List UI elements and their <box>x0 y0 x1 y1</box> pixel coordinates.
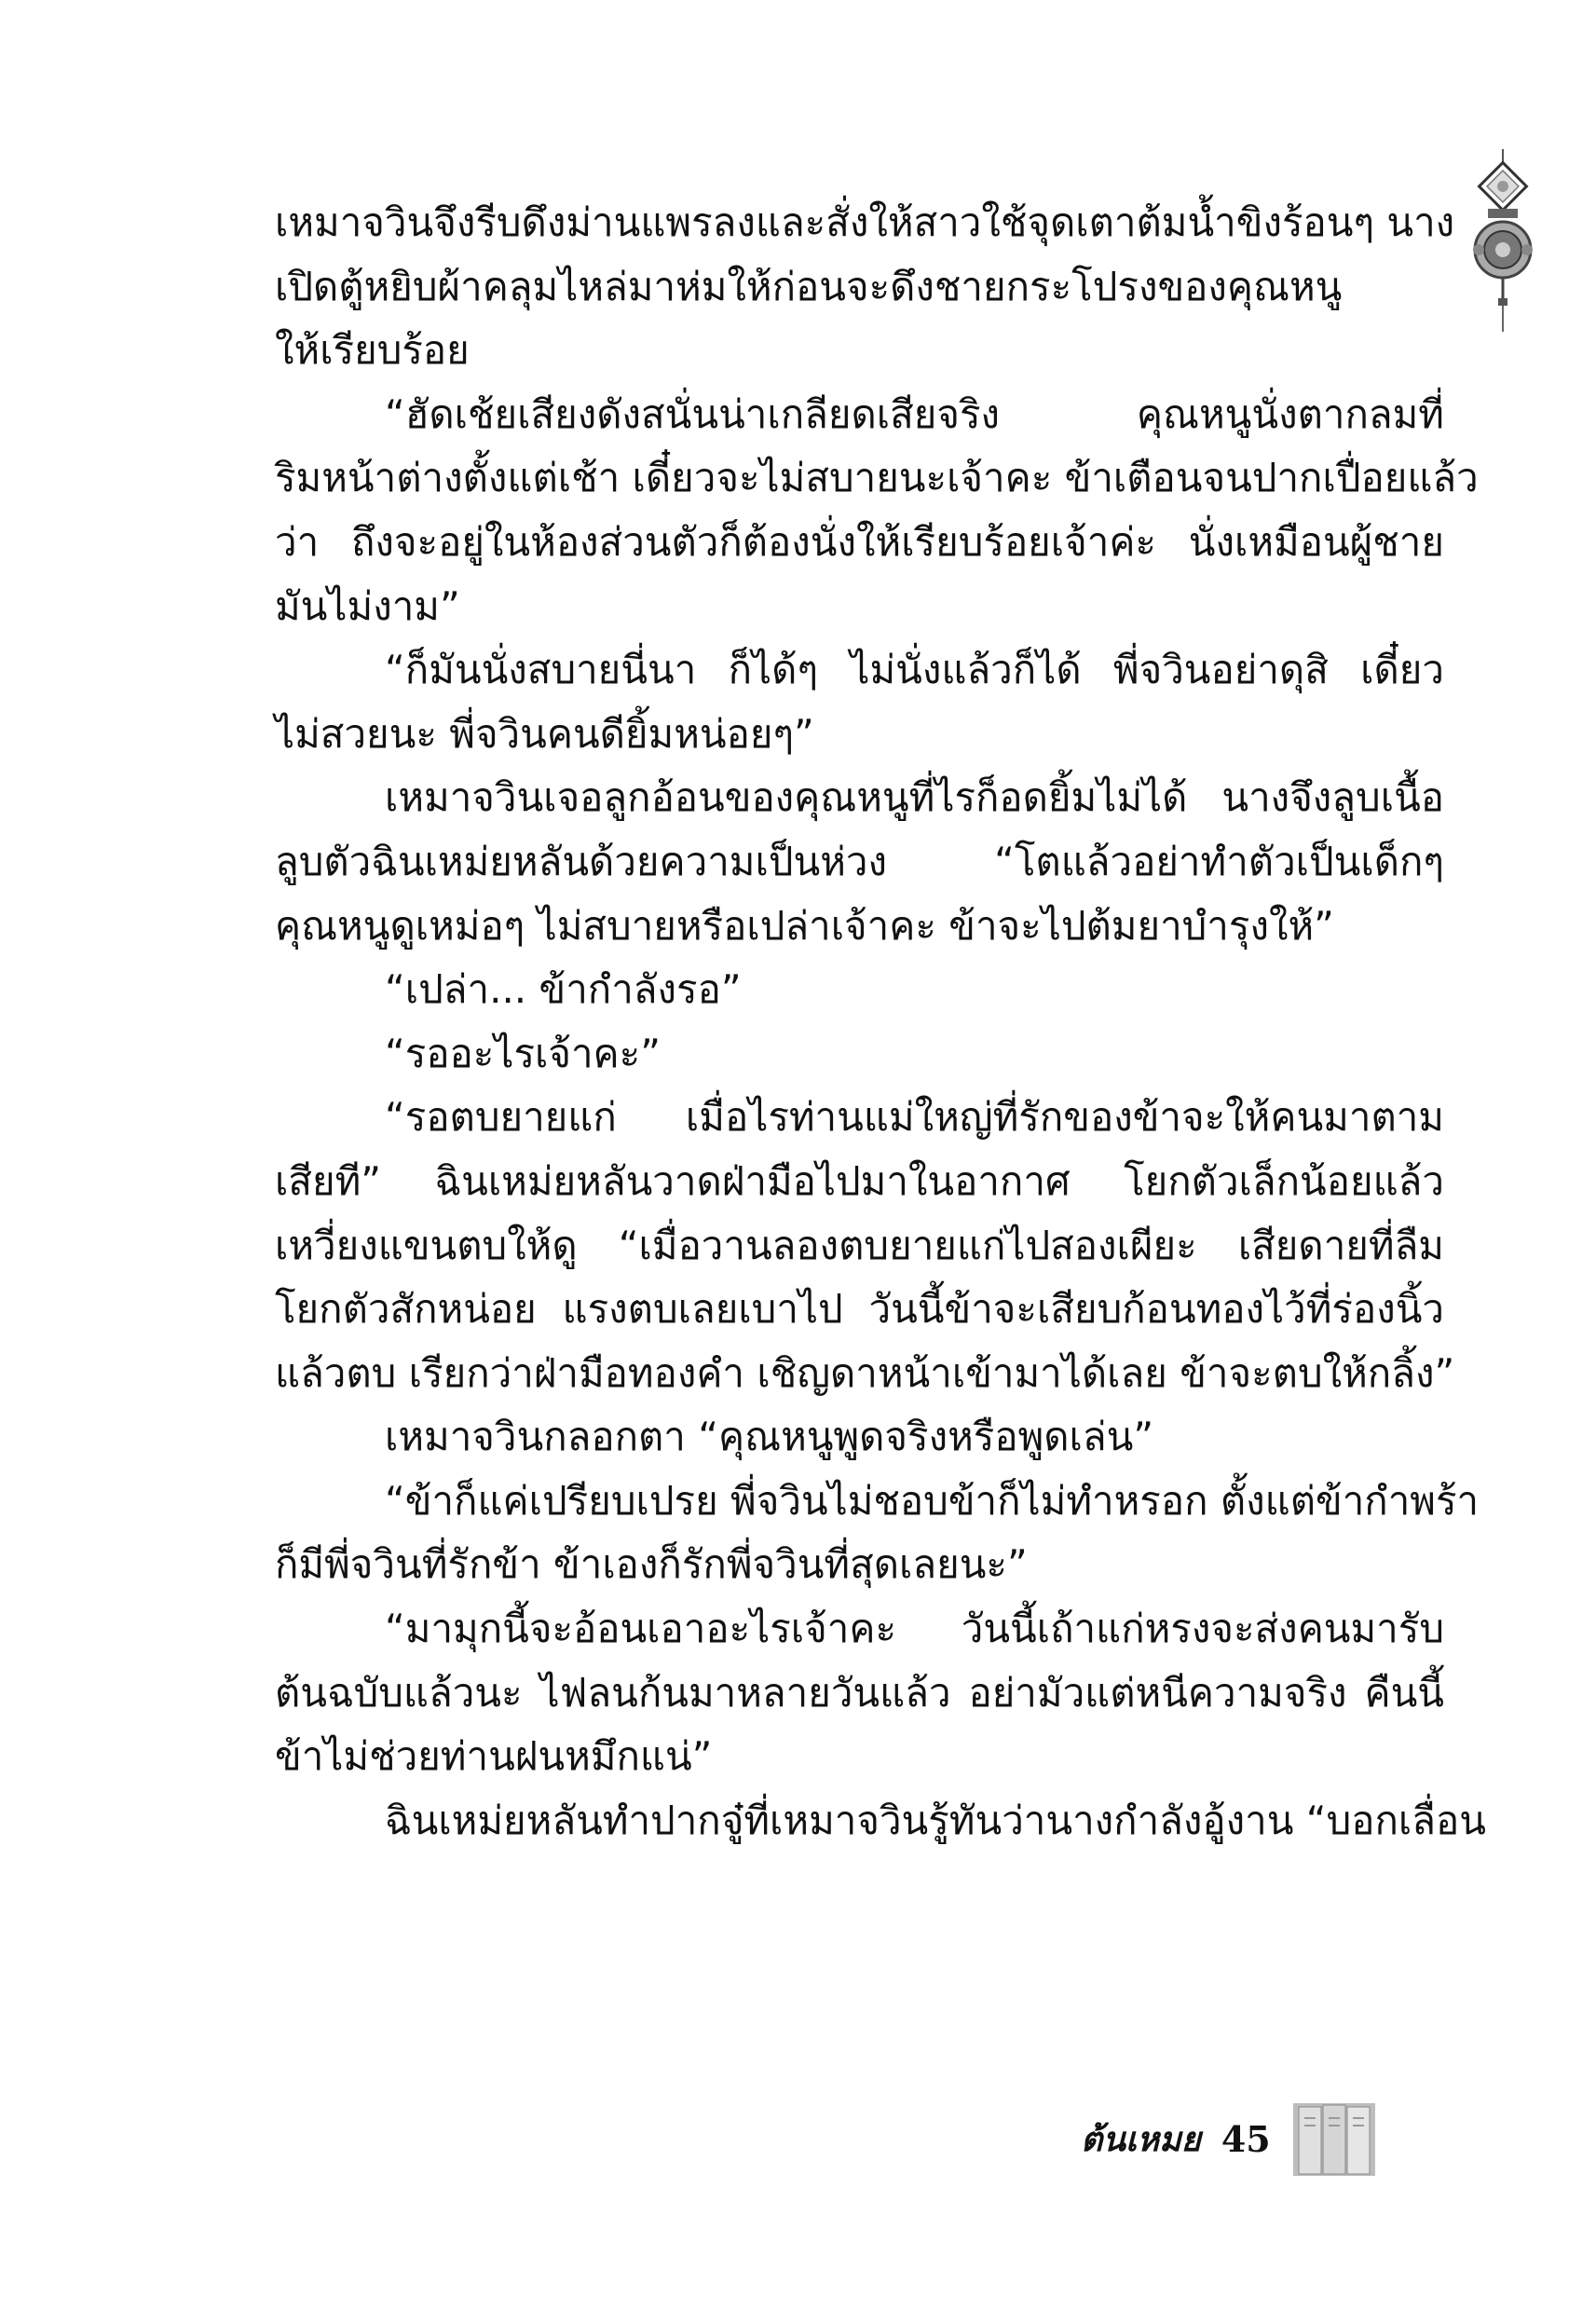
text-line: “รออะไรเจ้าคะ” <box>385 1030 661 1076</box>
page-number: 45 <box>1221 2117 1271 2160</box>
books-icon <box>1291 2098 1377 2180</box>
text-line: มันไม่งาม” <box>275 582 460 629</box>
text-line: เหมาจวินกลอกตา “คุณหนูพูดจริงหรือพูดเล่น” <box>385 1414 1154 1460</box>
text-line: “ข้าก็แค่เปรียบเปรย พี่จวินไม่ชอบข้าก็ไม่ทำหรอก ตั้งแต่ข้ากำพร้า <box>385 1477 1480 1524</box>
text-line: คุณหนูดูเหม่อๆ ไม่สบายหรือเปล่าเจ้าคะ ข้าจะไปต้มยาบำรุงให้” <box>275 902 1334 949</box>
text-line: “รอตบยายแก่ เมื่อไรท่านแม่ใหญ่ที่รักของข้าจะให้คนมาตาม <box>385 1094 1444 1141</box>
text-line: เสียที” ฉินเหม่ยหลันวาดฝ่ามือไปมาในอากาศ โยกตัวเล็กน้อยแล้ว <box>275 1157 1444 1204</box>
text-line: ให้เรียบร้อย <box>275 327 470 374</box>
text-line: เหวี่ยงแขนตบให้ดู “เมื่อวานลองตบยายแก่ไปสองเผียะ เสียดายที่ลืม <box>275 1222 1444 1268</box>
text-line: “ก็มันนั่งสบายนี่นา ก็ได้ๆ ไม่นั่งแล้วก็ได้ พี่จวินอย่าดุสิ เดี๋ยว <box>385 647 1444 693</box>
text-line: เหมาจวินจึงรีบดึงม่านแพรลงและสั่งให้สาวใช้จุดเตาต้มน้ำขิงร้อนๆ นาง <box>275 199 1455 245</box>
text-line: ลูบตัวฉินเหม่ยหลันด้วยความเป็นห่วง “โตแล้วอย่าทำตัวเป็นเด็กๆ <box>275 838 1444 884</box>
text-line: ข้าไม่ช่วยท่านฝนหมึกแน่” <box>275 1733 713 1780</box>
running-footer-title: ต้นเหมย <box>1081 2119 1201 2159</box>
text-line: แล้วตบ เรียกว่าฝ่ามือทองคำ เชิญดาหน้าเข้ามาได้เลย ข้าจะตบให้กลิ้ง” <box>275 1349 1455 1396</box>
page-footer <box>1081 2097 1377 2181</box>
text-line: ก็มีพี่จวินที่รักข้า ข้าเองก็รักพี่จวินที่สุดเลยนะ” <box>275 1541 1028 1588</box>
text-line: ริมหน้าต่างตั้งแต่เช้า เดี๋ยวจะไม่สบายนะเจ้าคะ ข้าเตือนจนปากเปื่อยแล้ว <box>275 455 1479 501</box>
body-text <box>275 191 1486 1853</box>
text-line: ไม่สวยนะ พี่จวินคนดียิ้มหน่อยๆ” <box>275 710 814 757</box>
chinese-knot-ornament-icon <box>1466 149 1540 335</box>
text-line: เปิดตู้หยิบผ้าคลุมไหล่มาห่มให้ก่อนจะดึงชายกระโปรงของคุณหนู <box>275 263 1343 309</box>
text-line: เหมาจวินเจอลูกอ้อนของคุณหนูที่ไรก็อดยิ้มไม่ได้ นางจึงลูบเนื้อ <box>385 774 1444 821</box>
text-line: โยกตัวสักหน่อย แรงตบเลยเบาไป วันนี้ข้าจะเสียบก้อนทองไว้ที่ร่องนิ้ว <box>275 1286 1444 1333</box>
text-line: ฉินเหม่ยหลันทำปากจู๋ที่เหมาจวินรู้ทันว่านางกำลังอู้งาน “บอกเลื่อน <box>385 1797 1486 1843</box>
text-line: “มามุกนี้จะอ้อนเอาอะไรเจ้าคะ วันนี้เถ้าแก่หรงจะส่งคนมารับ <box>385 1606 1444 1652</box>
text-line: “ฮัดเช้ยเสียงดังสนั่นน่าเกลียดเสียจริง คุณหนูนั่งตากลมที่ <box>385 390 1444 437</box>
text-line: ต้นฉบับแล้วนะ ไฟลนก้นมาหลายวันแล้ว อย่ามัวแต่หนีความจริง คืนนี้ <box>275 1669 1444 1716</box>
text-line: “เปล่า... ข้ากำลังรอ” <box>385 966 742 1013</box>
text-line: ว่า ถึงจะอยู่ในห้องส่วนตัวก็ต้องนั่งให้เรียบร้อยเจ้าค่ะ นั่งเหมือนผู้ชาย <box>275 518 1444 565</box>
